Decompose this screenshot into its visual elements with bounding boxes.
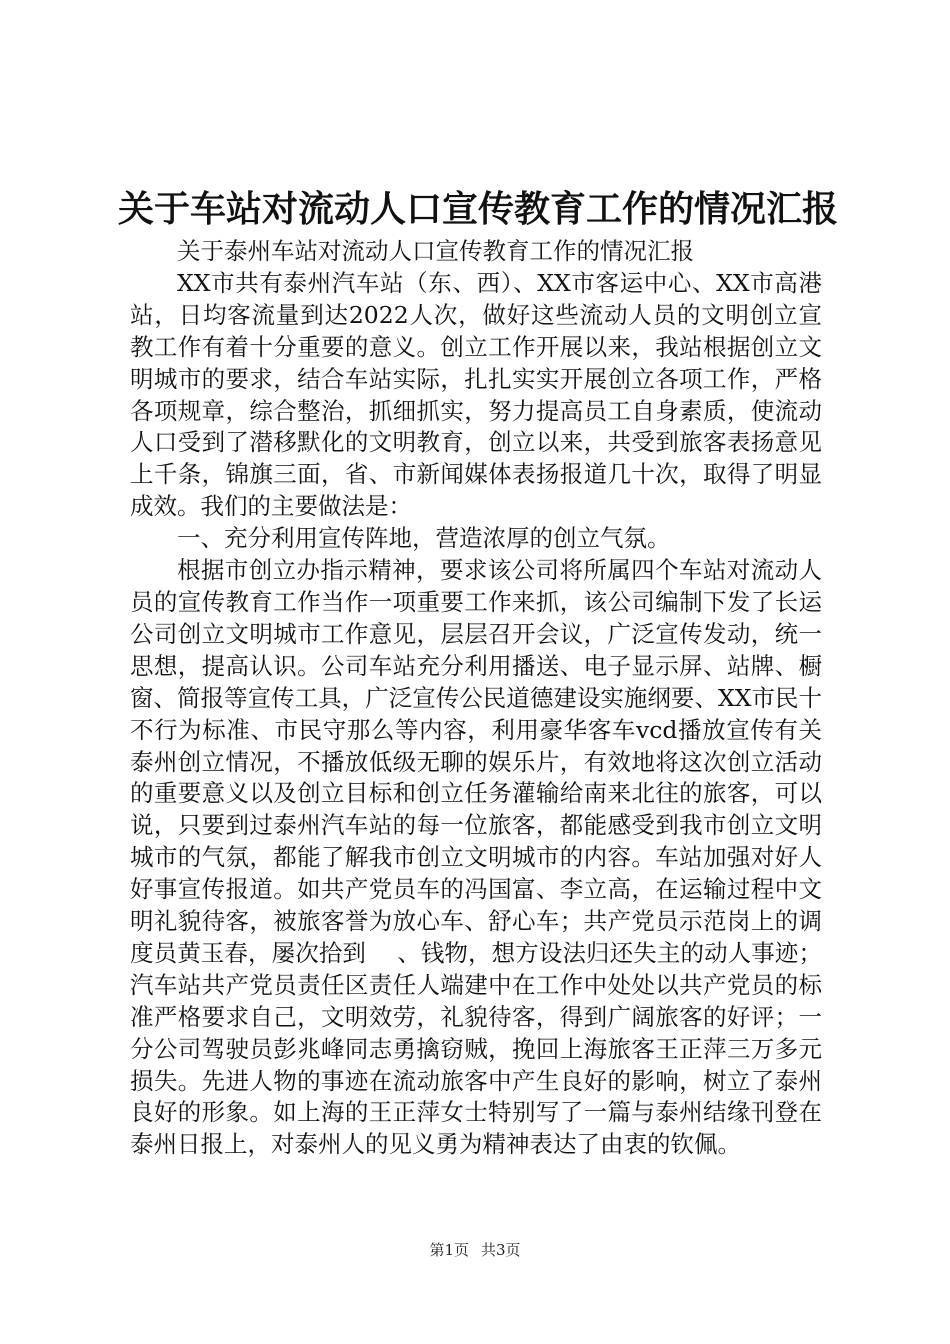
document-body [130,236,822,1161]
body-paragraph-intro: XX市共有泰州汽车站（东、西）、XX市客运中心、XX市高港站，日均客流量到达2022人次，做好这些流动人员的文明创立宣教工作有着十分重要的意义。创立工作开展以来，我站根据创立文明城市的要求，结合车站实际，扎扎实实开展创立各项工作，严格各项规章，综合整治，抓细抓实，努力提高员工自身素质，使流动人口受到了潜移默化的文明教育，创立以来，共受到旅客表扬意见上千条，锦旗三面，省、市新闻媒体表扬报道几十次，取得了明显成效。我们的主要做法是： [130,268,822,521]
page-number: 第1页 [429,1241,469,1259]
body-paragraph-section-1: 根据市创立办指示精神，要求该公司将所属四个车站对流动人员的宣传教育工作当作一项重要工作来抓，该公司编制下发了长运公司创立文明城市工作意见，层层召开会议，广泛宣传发动，统一思想，提高认识。公司车站充分利用播送、电子显示屏、站牌、橱窗、简报等宣传工具，广泛宣传公民道德建设实施纲要、XX市民十不行为标准、市民守那么等内容，利用豪华客车vcd播放宣传有关泰州创立情况，不播放低级无聊的娱乐片，有效地将这次创立活动的重要意义以及创立目标和创立任务灌输给南来北往的旅客，可以说，只要到过泰州汽车站的每一位旅客，都能感受到我市创立文明城市的气氛，都能了解我市创立文明城市的内容。车站加强对好人好事宣传报道。如共产党员车的冯国富、李立高，在运输过程中文明礼貌待客，被旅客誉为放心车、舒心车；共产党员示范岗上的调度员黄玉春，屡次拾到 、钱物，想方设法归还失主的动人事迹；汽车站共产党员责任区责任人端建中在工作中处处以共产党员的标准严格要求自己，文明效劳，礼貌待客，得到广阔旅客的好评；一分公司驾驶员彭兆峰同志勇擒窃贼，挽回上海旅客王正萍三万多元损失。先进人物的事迹在流动旅客中产生良好的影响，树立了泰州良好的形象。如上海的王正萍女士特别写了一篇与泰州结缘刊登在泰州日报上，对泰州人的见义勇为精神表达了由衷的钦佩。 [130,556,822,1159]
page-total: 共3页 [481,1241,521,1259]
page-footer [0,1240,950,1260]
body-paragraph-subtitle: 关于泰州车站对流动人口宣传教育工作的情况汇报 [177,237,694,265]
document-title: 关于车站对流动人口宣传教育工作的情况汇报 [118,188,839,230]
section-heading-1: 一、充分利用宣传阵地，营造浓厚的创立气氛。 [177,524,671,553]
